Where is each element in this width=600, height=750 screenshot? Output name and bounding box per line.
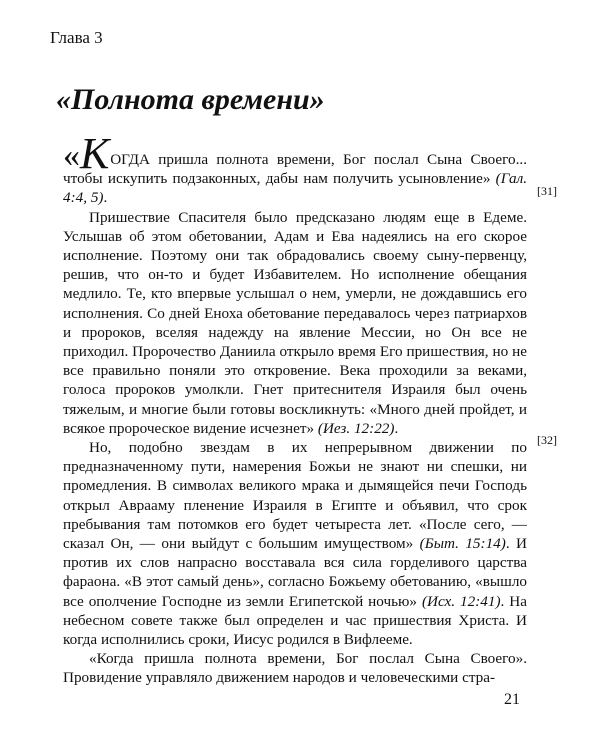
drop-cap-quote: « bbox=[63, 137, 80, 174]
scripture-reference: (Гал. 4:4, 5) bbox=[63, 170, 527, 207]
scripture-reference: (Иез. 12:22) bbox=[317, 419, 395, 437]
margin-reference-32: [32] bbox=[537, 433, 557, 447]
paragraph-2 bbox=[63, 208, 527, 438]
scripture-reference: (Исх. 12:41) bbox=[421, 592, 501, 610]
page-number: 21 bbox=[504, 691, 520, 708]
paragraph-4 bbox=[63, 649, 527, 687]
paragraph-3-text-b: . И против их слов напрасно восставала вся сила горделивого царства фараона. «В этот самый день», согласно Божьему обетованию, «вышло все ополчение Господне из земли Египетской ночью» bbox=[63, 535, 528, 610]
drop-cap-letter: К bbox=[80, 129, 110, 178]
paragraph-4-text: «Когда пришла полнота времени, Бог послал Сына Своего». Провидение управляло движением народов и человеческими стра- bbox=[63, 650, 527, 687]
paragraph-1 bbox=[63, 129, 527, 208]
chapter-title: «Полнота времени» bbox=[56, 83, 325, 116]
margin-reference-31: [31] bbox=[537, 184, 557, 198]
paragraph-2-text: Пришествие Спасителя было предсказано людям еще в Едеме. Услышав об этом обетовании, Адам и Ева надеялись на его скорое исполнение. Поэтому они так обрадовались своему сыну-первенцу, решив, что он-то и будет Избавителем. Но исполнение обещания медлило. Те, кто впервые услышал о нем, умерли, не дождавшись его исполнения. Со дней Еноха обетование передавалось через патриархов и пророков, вселяя надежду на явление Мессии, но Он все не приходил. Пророчество Даниила открыло время Его пришествия, но не все правильно поняли это откровение. Века проходили за веками, голоса пророков умолкли. Гнет притеснителя Израиля был очень тяжелым, и многие были готовы воскликнуть: «Много дней пройдет, и всякое пророческое видение исчезнет» bbox=[63, 208, 527, 437]
scripture-reference: (Быт. 15:14) bbox=[419, 535, 506, 553]
paragraph-3 bbox=[63, 438, 527, 649]
chapter-label: Глава 3 bbox=[50, 28, 103, 47]
paragraph-1-text: ОГДА пришла полнота времени, Бог послал Сына Своего... чтобы искупить подзаконных, дабы нам получить усыновление» bbox=[63, 151, 527, 188]
body-text bbox=[63, 129, 528, 688]
paragraph-3-text-a: Но, подобно звездам в их непрерывном движении по предназначенному пути, намерения Божьи не знают ни спешки, ни промедления. В символах великого мрака и дымящейся печи Господь открыл Аврааму пленение Израиля в Египте и объявил, что срок пребывания там потомков его будет четыреста лет. «После сего, — сказал Он, — они выйдут с большим имуществом» bbox=[63, 439, 527, 553]
paragraph-3-text-c: . На небесном совете также был определен и час пришествия Христа. И когда исполнились сроки, Иисус родился в Вифлееме. bbox=[63, 592, 527, 649]
paragraph-2-end: . bbox=[394, 419, 399, 437]
paragraph-1-end: . bbox=[103, 189, 108, 207]
